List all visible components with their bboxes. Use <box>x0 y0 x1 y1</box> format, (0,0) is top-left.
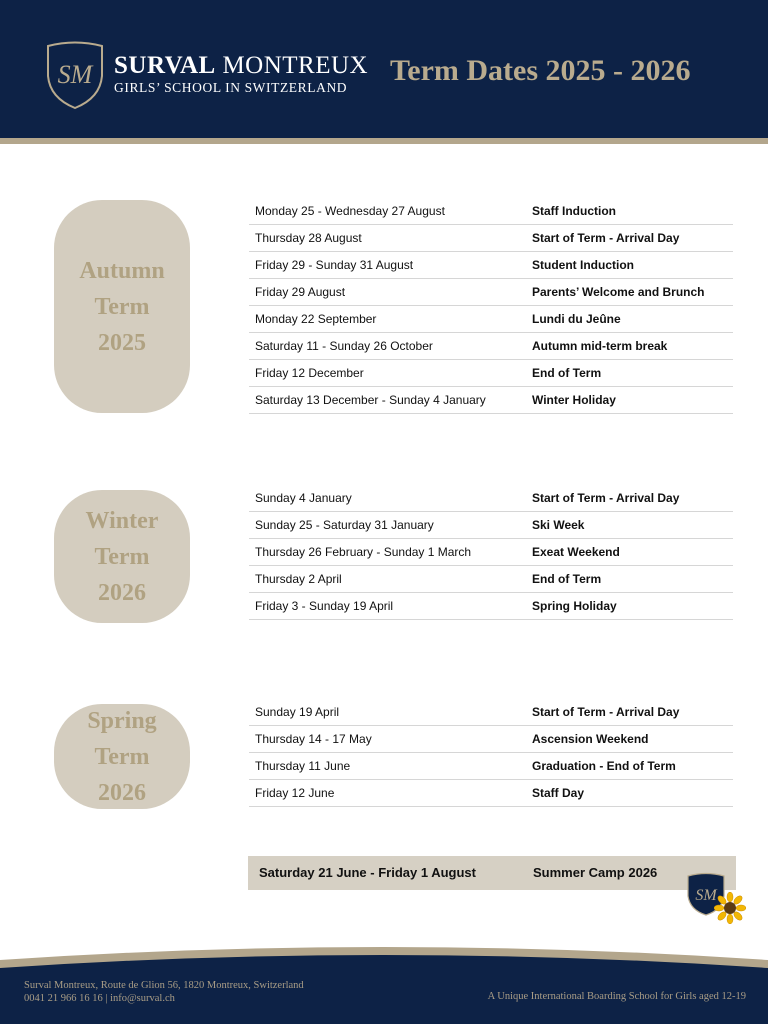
row-event: End of Term <box>532 366 602 380</box>
table-row <box>249 485 733 512</box>
row-date: Friday 29 - Sunday 31 August <box>255 258 414 272</box>
table-row <box>249 360 733 387</box>
header-divider <box>0 138 768 144</box>
row-date: Saturday 11 - Sunday 26 October <box>255 339 433 353</box>
row-date: Friday 29 August <box>255 285 346 299</box>
summer-event: Summer Camp 2026 <box>533 865 658 880</box>
table-row <box>249 252 733 279</box>
row-date: Monday 25 - Wednesday 27 August <box>255 204 445 218</box>
row-date: Thursday 14 - 17 May <box>255 732 372 746</box>
row-date: Friday 12 December <box>255 366 364 380</box>
row-event: Staff Induction <box>532 204 616 218</box>
brand-subtitle: GIRLS’ SCHOOL IN SWITZERLAND <box>114 80 348 95</box>
address-line: Surval Montreux, Route de Glion 56, 1820 Montreux, Switzerland <box>24 980 304 991</box>
table-row <box>249 198 733 225</box>
contact-line: 0041 21 966 16 16 | info@surval.ch <box>24 993 175 1004</box>
row-event: Spring Holiday <box>532 599 617 613</box>
summer-date: Saturday 21 June - Friday 1 August <box>259 865 476 880</box>
row-event: Start of Term - Arrival Day <box>532 231 680 245</box>
crest-initials: SM <box>57 60 93 89</box>
row-event: Parents’ Welcome and Brunch <box>532 285 705 299</box>
term-label: Winter Term 2026 <box>85 507 159 606</box>
row-date: Thursday 28 August <box>255 231 362 245</box>
table-row <box>249 512 733 539</box>
table-row <box>249 225 733 252</box>
row-date: Sunday 4 January <box>255 491 352 505</box>
row-event: Start of Term - Arrival Day <box>532 705 680 719</box>
row-date: Sunday 19 April <box>255 705 340 719</box>
sunflower-icon <box>714 892 746 924</box>
term-pill-winter <box>54 490 190 623</box>
row-date: Thursday 2 April <box>255 572 342 586</box>
footer-address <box>24 979 304 1005</box>
row-date: Sunday 25 - Saturday 31 January <box>255 518 434 532</box>
row-event: Student Induction <box>532 258 634 272</box>
badge-initials: SM <box>695 887 717 904</box>
row-event: Graduation - End of Term <box>532 759 676 773</box>
table-row <box>249 753 733 780</box>
table-row <box>249 699 733 726</box>
term-label: Spring Term 2026 <box>87 707 157 806</box>
summer-camp-row <box>248 856 736 890</box>
term-pill-spring <box>54 704 190 809</box>
table-row <box>249 539 733 566</box>
footer-tagline: A Unique International Boarding School for Girls aged 12-19 <box>487 991 746 1002</box>
row-date: Monday 22 September <box>255 312 377 326</box>
row-event: Ski Week <box>532 518 585 532</box>
row-date: Friday 12 June <box>255 786 335 800</box>
row-date: Thursday 26 February - Sunday 1 March <box>255 545 472 559</box>
row-event: Start of Term - Arrival Day <box>532 491 680 505</box>
row-event: Ascension Weekend <box>532 732 649 746</box>
row-date: Saturday 13 December - Sunday 4 January <box>255 393 486 407</box>
term-table-winter <box>249 485 733 620</box>
row-event: Lundi du Jeûne <box>532 312 621 326</box>
table-row <box>249 780 733 807</box>
term-pill-autumn <box>54 200 190 413</box>
shield-crest-icon <box>44 40 106 110</box>
row-event: End of Term <box>532 572 602 586</box>
row-date: Thursday 11 June <box>255 759 351 773</box>
term-table-autumn <box>249 198 733 414</box>
table-row <box>249 333 733 360</box>
term-label: Autumn Term 2025 <box>79 257 165 356</box>
table-row <box>249 387 733 414</box>
brand-name: SURVAL MONTREUX <box>114 52 369 79</box>
row-event: Autumn mid-term break <box>532 339 668 353</box>
table-row <box>249 593 733 620</box>
table-row <box>249 566 733 593</box>
page-title: Term Dates 2025 - 2026 <box>390 54 691 87</box>
table-row <box>249 306 733 333</box>
row-event: Winter Holiday <box>532 393 616 407</box>
row-event: Staff Day <box>532 786 585 800</box>
row-date: Friday 3 - Sunday 19 April <box>255 599 394 613</box>
term-table-spring <box>249 699 733 807</box>
table-row <box>249 726 733 753</box>
row-event: Exeat Weekend <box>532 545 620 559</box>
table-row <box>249 279 733 306</box>
